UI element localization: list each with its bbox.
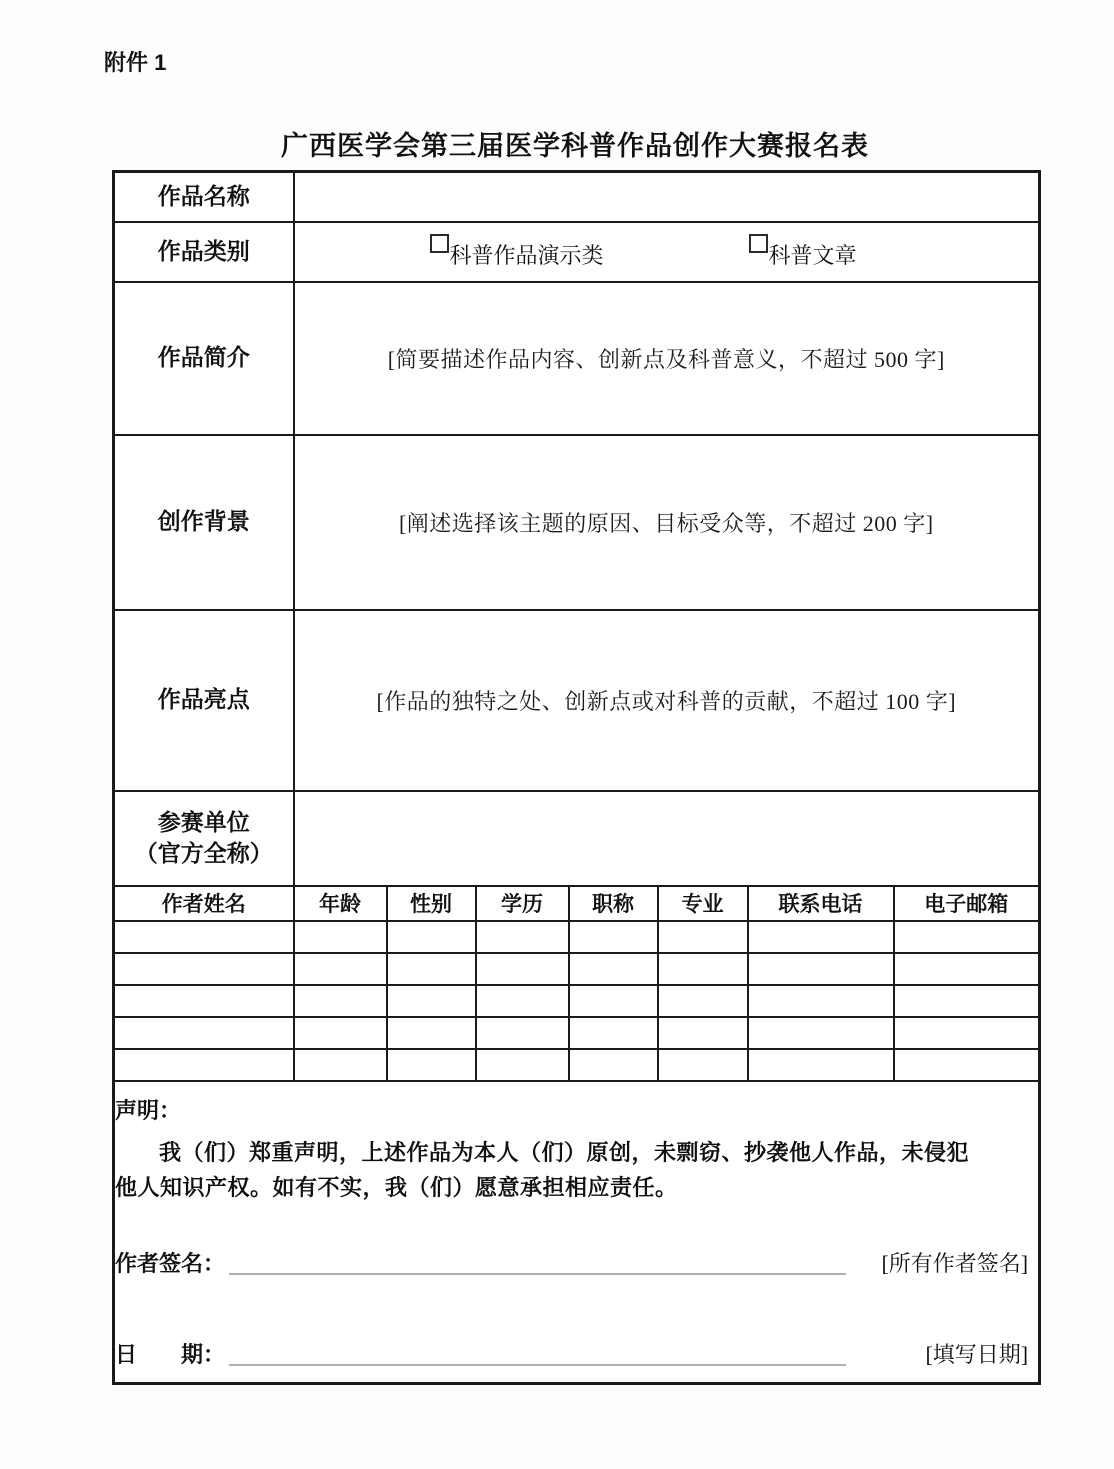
author-cell[interactable] xyxy=(894,953,1040,985)
author-cell[interactable] xyxy=(114,953,294,985)
author-cell[interactable] xyxy=(114,985,294,1017)
author-cell[interactable] xyxy=(658,953,748,985)
category-option-demo-label: 科普作品演示类 xyxy=(449,242,604,268)
participating-unit-label-line1: 参赛单位 xyxy=(157,808,250,835)
author-cell[interactable] xyxy=(294,985,387,1017)
work-name-label: 作品名称 xyxy=(114,172,294,222)
author-cell[interactable] xyxy=(387,921,476,953)
author-cell[interactable] xyxy=(387,1017,476,1049)
author-cell[interactable] xyxy=(748,953,894,985)
author-cell[interactable] xyxy=(387,953,476,985)
checkbox-icon[interactable] xyxy=(749,234,768,253)
date-label: 日 期： xyxy=(115,1342,226,1368)
creation-background-label: 创作背景 xyxy=(114,435,294,610)
row-work-highlights xyxy=(114,610,1040,791)
author-cell[interactable] xyxy=(387,1049,476,1081)
category-option-article-label: 科普文章 xyxy=(768,242,857,268)
author-row xyxy=(114,921,1040,953)
work-category-cell xyxy=(294,222,1040,282)
author-cell[interactable] xyxy=(569,921,658,953)
category-option-demo[interactable] xyxy=(430,234,604,270)
author-cell[interactable] xyxy=(569,1017,658,1049)
row-participating-unit xyxy=(114,791,1040,886)
participating-unit-input-cell[interactable] xyxy=(294,791,1040,886)
author-cell[interactable] xyxy=(294,1049,387,1081)
registration-form-table xyxy=(112,170,1041,1385)
date-row xyxy=(115,1338,1038,1369)
row-creation-background xyxy=(114,435,1040,610)
author-cell[interactable] xyxy=(658,1017,748,1049)
author-cell[interactable] xyxy=(894,985,1040,1017)
work-intro-input-cell[interactable]: [简要描述作品内容、创新点及科普意义，不超过 500 字] xyxy=(294,282,1040,435)
author-cell[interactable] xyxy=(894,1049,1040,1081)
authors-header-phone: 联系电话 xyxy=(748,886,894,921)
author-cell[interactable] xyxy=(294,953,387,985)
authors-header-email: 电子邮箱 xyxy=(894,886,1040,921)
author-cell[interactable] xyxy=(476,1017,569,1049)
author-cell[interactable] xyxy=(114,1049,294,1081)
form-title: 广西医学会第三届医学科普作品创作大赛报名表 xyxy=(281,131,869,161)
date-hint: [填写日期] xyxy=(925,1342,1029,1368)
declaration-cell xyxy=(114,1081,1040,1384)
signature-input-line[interactable] xyxy=(229,1249,846,1275)
author-cell[interactable] xyxy=(569,1049,658,1081)
authors-header-name: 作者姓名 xyxy=(114,886,294,921)
authors-header-gender: 性别 xyxy=(387,886,476,921)
author-cell[interactable] xyxy=(476,1049,569,1081)
category-option-article[interactable] xyxy=(749,234,857,270)
author-cell[interactable] xyxy=(476,985,569,1017)
author-cell[interactable] xyxy=(294,1017,387,1049)
attachment-label: 附件 1 xyxy=(104,50,167,75)
authors-header-education: 学历 xyxy=(476,886,569,921)
checkbox-icon[interactable] xyxy=(430,234,449,253)
signature-row xyxy=(115,1247,1038,1278)
author-cell[interactable] xyxy=(658,985,748,1017)
declaration-body-line1: 我（们）郑重声明，上述作品为本人（们）原创，未剽窃、抄袭他人作品，未侵犯 xyxy=(159,1140,970,1166)
row-work-category xyxy=(114,222,1040,282)
author-row xyxy=(114,953,1040,985)
author-cell[interactable] xyxy=(748,1017,894,1049)
author-cell[interactable] xyxy=(894,1017,1040,1049)
author-row xyxy=(114,985,1040,1017)
author-cell[interactable] xyxy=(748,1049,894,1081)
work-highlights-input-cell[interactable]: [作品的独特之处、创新点或对科普的贡献，不超过 100 字] xyxy=(294,610,1040,791)
signature-hint: [所有作者签名] xyxy=(881,1251,1029,1277)
work-highlights-label: 作品亮点 xyxy=(114,610,294,791)
author-cell[interactable] xyxy=(476,921,569,953)
row-work-intro xyxy=(114,282,1040,435)
author-cell[interactable] xyxy=(658,921,748,953)
author-cell[interactable] xyxy=(894,921,1040,953)
date-input-line[interactable] xyxy=(229,1340,846,1366)
author-cell[interactable] xyxy=(114,1017,294,1049)
declaration-body-line2: 他人知识产权。如有不实，我（们）愿意承担相应责任。 xyxy=(115,1175,678,1201)
participating-unit-label-line2: （官方全称） xyxy=(134,840,273,866)
authors-header-title: 职称 xyxy=(569,886,658,921)
authors-header-age: 年龄 xyxy=(294,886,387,921)
work-category-label: 作品类别 xyxy=(114,222,294,282)
author-cell[interactable] xyxy=(748,985,894,1017)
row-work-name xyxy=(114,172,1040,222)
declaration-row xyxy=(114,1081,1040,1384)
author-row xyxy=(114,1049,1040,1081)
creation-background-input-cell[interactable]: [阐述选择该主题的原因、目标受众等，不超过 200 字] xyxy=(294,435,1040,610)
author-cell[interactable] xyxy=(748,921,894,953)
author-cell[interactable] xyxy=(658,1049,748,1081)
author-cell[interactable] xyxy=(569,953,658,985)
authors-header-major: 专业 xyxy=(658,886,748,921)
signature-label: 作者签名： xyxy=(115,1251,226,1277)
author-cell[interactable] xyxy=(476,953,569,985)
work-intro-label: 作品简介 xyxy=(114,282,294,435)
authors-header-row xyxy=(114,886,1040,921)
author-cell[interactable] xyxy=(569,985,658,1017)
author-cell[interactable] xyxy=(387,985,476,1017)
author-cell[interactable] xyxy=(114,921,294,953)
author-cell[interactable] xyxy=(294,921,387,953)
participating-unit-label xyxy=(114,791,294,886)
work-name-input-cell[interactable] xyxy=(294,172,1040,222)
author-row xyxy=(114,1017,1040,1049)
declaration-heading: 声明： xyxy=(115,1098,182,1124)
